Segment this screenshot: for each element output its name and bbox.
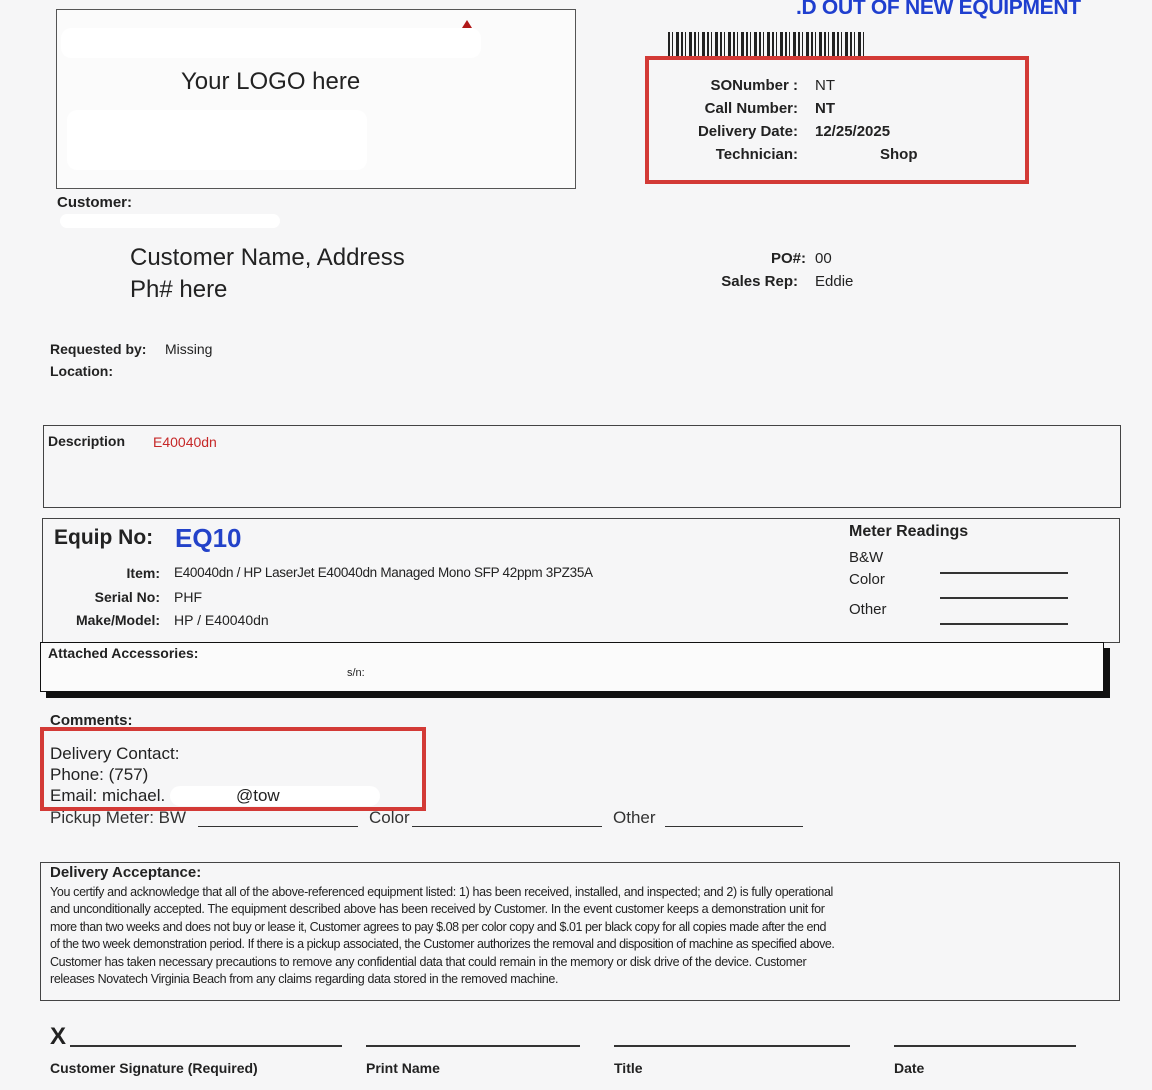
so-number-value: NT: [815, 77, 835, 94]
requested-by-value: Missing: [165, 341, 213, 357]
sales-rep-value: Eddie: [815, 273, 854, 290]
accessories-box: [40, 642, 1104, 692]
acceptance-line: You certify and acknowledge that all of the above-referenced equipment listed: 1) has been received, installed, and inspected; and 2) is fully operational: [50, 885, 833, 899]
phone-text: Phone: (757): [50, 765, 149, 784]
item-label: Item:: [126, 565, 160, 581]
description-box: [43, 425, 1121, 508]
serial-label: Serial No:: [94, 589, 160, 605]
call-number-value: NT: [815, 100, 835, 117]
meter-readings-title: Meter Readings: [849, 523, 969, 540]
barcode: [668, 32, 864, 58]
item-value: E40040dn / HP LaserJet E40040dn Managed Mono SFP 42ppm 3PZ35A: [174, 565, 593, 580]
make-model-label: Make/Model:: [75, 612, 160, 628]
signature-x-mark: X: [50, 1023, 67, 1050]
sales-rep-label: Sales Rep:: [721, 273, 798, 290]
title-line: [614, 1045, 850, 1047]
technician-label: Technician:: [715, 146, 798, 163]
pickup-bw-line: [198, 826, 358, 827]
logo-accent-mark: [462, 20, 472, 28]
serial-value: PHF: [174, 589, 202, 605]
email-text-end: @tow: [236, 786, 280, 805]
so-info-highlight: [645, 56, 1029, 184]
pickup-color-line: [412, 826, 602, 827]
meter-bw-label: B&W: [849, 549, 884, 566]
logo-placeholder-text: Your LOGO here: [181, 68, 361, 95]
delivery-date-label: Delivery Date:: [697, 123, 798, 140]
equip-no-value: EQ10: [175, 523, 242, 553]
acceptance-line: of the two week demonstration period. If there is a pickup associated, the Customer authorizes the removal and disposition of machine as specified above.: [50, 937, 835, 952]
print-name-line: [366, 1045, 580, 1047]
customer-name-line2: Ph# here: [130, 276, 228, 303]
delivery-acceptance-box: [40, 862, 1120, 1001]
pickup-other-line: [665, 826, 803, 827]
description-label: Description: [48, 433, 126, 449]
meter-color-label: Color: [849, 571, 885, 588]
call-number-label: Call Number:: [704, 100, 798, 117]
acceptance-line: more than two weeks and does not buy or lease it, Customer agrees to pay $.08 per color copy and $.01 per black copy for all copies made after the end: [50, 919, 827, 934]
accessories-sn-label: s/n:: [347, 667, 365, 679]
technician-value: Shop: [880, 146, 918, 163]
document-title: .D OUT OF NEW EQUIPMENT: [796, 0, 1081, 19]
email-text-start: Email: michael.: [50, 786, 166, 805]
equip-no-label: Equip No:: [54, 526, 154, 549]
so-number-label: SONumber :: [710, 77, 798, 94]
acceptance-line: and unconditionally accepted. The equipment described above has been received by Customer. In the event customer keeps a demonstration unit for: [50, 902, 825, 917]
location-label: Location:: [50, 363, 113, 379]
meter-bw-line: [940, 572, 1068, 574]
customer-name-line1: Customer Name, Address: [130, 244, 405, 271]
po-label: PO#:: [770, 250, 806, 267]
acceptance-line: releases Novatech Virginia Beach from any claims regarding data stored in the removed machine.: [50, 972, 559, 987]
make-model-value: HP / E40040dn: [174, 612, 269, 628]
delivery-contact-text: Delivery Contact:: [50, 744, 180, 763]
pickup-other-label: Other: [613, 808, 656, 827]
accessories-label: Attached Accessories:: [48, 645, 199, 661]
pickup-meter-label: Pickup Meter: BW: [50, 808, 187, 827]
delivery-acceptance-title: Delivery Acceptance:: [50, 864, 202, 881]
meter-color-line: [940, 597, 1068, 599]
requested-by-label: Requested by:: [50, 341, 147, 357]
meter-other-line: [940, 623, 1068, 625]
customer-label: Customer:: [57, 194, 133, 211]
meter-other-label: Other: [849, 601, 887, 618]
print-name-label: Print Name: [366, 1060, 440, 1076]
description-value: E40040dn: [153, 434, 217, 450]
pickup-color-label: Color: [369, 808, 410, 827]
comments-label: Comments:: [50, 712, 133, 729]
customer-signature-line: [70, 1045, 342, 1047]
delivery-date-value: 12/25/2025: [815, 123, 891, 140]
logo-box: [56, 9, 576, 189]
date-line: [894, 1045, 1076, 1047]
date-label: Date: [894, 1060, 925, 1076]
po-value: 00: [815, 250, 832, 267]
acceptance-text: [50, 884, 1112, 988]
acceptance-line: Customer has taken necessary precautions to remove any confidential data that could remain in the memory or disk drive of the device. Customer: [50, 954, 807, 969]
equipment-box: [42, 518, 1120, 643]
title-label: Title: [614, 1060, 643, 1076]
customer-signature-label: Customer Signature (Required): [50, 1060, 258, 1076]
